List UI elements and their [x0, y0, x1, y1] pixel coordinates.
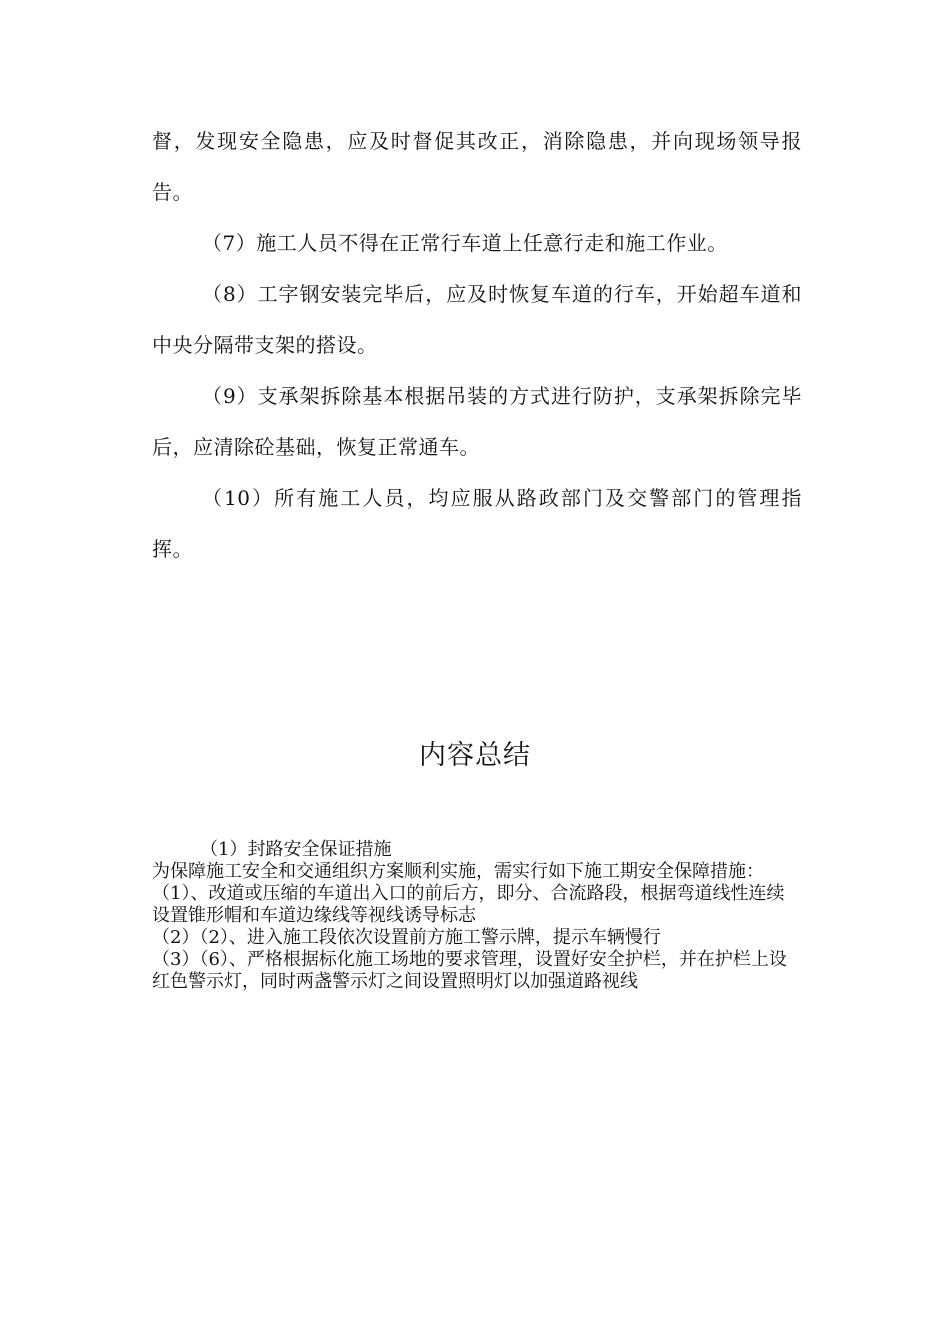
- summary-title: 内容总结: [419, 740, 531, 771]
- summary-intro: 为保障施工安全和交通组织方案顺利实施，需实行如下施工期安全保障措施：: [152, 861, 764, 882]
- paragraph-item-8: （8）工字钢安装完毕后，应及时恢复车道的行车，开始超车道和中央分隔带支架的搭设。: [152, 282, 802, 357]
- paragraph-item-7: （7）施工人员不得在正常行车道上任意行走和施工作业。: [202, 231, 728, 255]
- summary-section: [152, 839, 802, 993]
- paragraph-item-10: （10）所有施工人员，均应服从路政部门及交警部门的管理指挥。: [152, 486, 802, 561]
- summary-item-2: （2）（2）、进入施工段依次设置前方施工警示牌，提示车辆慢行: [152, 927, 661, 948]
- summary-subtitle: （1）封路安全保证措施: [200, 839, 392, 860]
- summary-item-1: （1）、改道或压缩的车道出入口的前后方，即分、合流路段，根据弯道线性连续设置锥形帽和车道边缘线等视线诱导标志: [152, 883, 785, 926]
- body-text: [152, 116, 802, 575]
- paragraph-continued: 督，发现安全隐患，应及时督促其改正，消除隐患，并向现场领导报告。: [152, 129, 802, 204]
- summary-item-3: （3）（6）、严格根据标化施工场地的要求管理，设置好安全护栏，并在护栏上设红色警示灯，同时两盏警示灯之间设置照明灯以加强道路视线: [152, 949, 787, 992]
- paragraph-item-9: （9）支承架拆除基本根据吊装的方式进行防护，支承架拆除完毕后，应清除砼基础，恢复正常通车。: [152, 384, 802, 459]
